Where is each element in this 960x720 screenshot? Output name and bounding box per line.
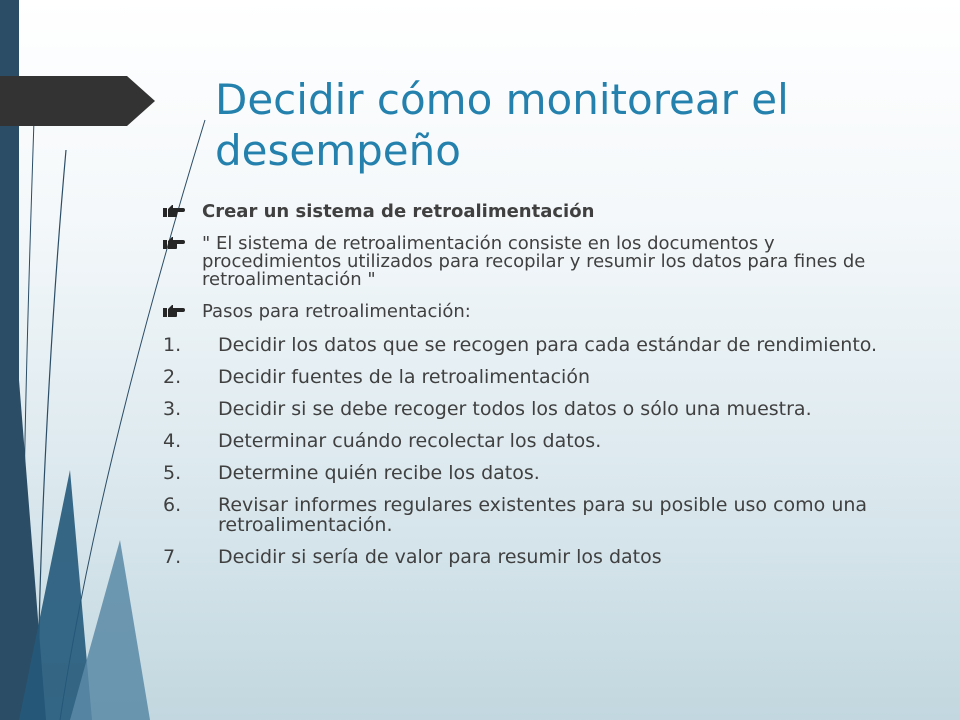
list-item-text: Decidir si se debe recoger todos los datos o sólo una muestra. xyxy=(218,398,812,420)
list-item xyxy=(163,431,883,451)
list-item-number: 1. xyxy=(163,334,182,356)
hand-pointing-right-icon xyxy=(163,235,189,253)
list-item-number: 6. xyxy=(163,494,182,516)
bullet-text: Pasos para retroalimentación: xyxy=(202,301,471,322)
list-item-number: 7. xyxy=(163,546,182,568)
slide-title: Decidir cómo monitorear el desempeño xyxy=(215,75,789,175)
bullet-text: Crear un sistema de retroalimentación xyxy=(202,201,595,222)
bullet-item xyxy=(163,203,883,221)
list-item-text: Revisar informes regulares existentes para su posible uso como una retroalimentación. xyxy=(218,494,868,536)
list-item xyxy=(163,547,883,567)
slide-body xyxy=(163,203,883,579)
list-item-number: 5. xyxy=(163,462,182,484)
list-item-text: Decidir fuentes de la retroalimentación xyxy=(218,366,591,388)
list-item xyxy=(163,335,883,355)
list-item-number: 2. xyxy=(163,366,182,388)
hand-pointing-right-icon xyxy=(163,303,189,321)
list-item xyxy=(163,367,883,387)
list-item-number: 4. xyxy=(163,430,182,452)
list-item xyxy=(163,463,883,483)
list-item-text: Determine quién recibe los datos. xyxy=(218,462,540,484)
list-item-text: Decidir los datos que se recogen para cada estándar de rendimiento. xyxy=(218,334,878,356)
list-item xyxy=(163,399,883,419)
title-tab xyxy=(0,76,155,126)
list-item-text: Decidir si sería de valor para resumir los datos xyxy=(218,546,662,568)
bullet-item xyxy=(163,235,883,289)
list-item xyxy=(163,495,883,535)
hand-pointing-right-icon xyxy=(163,203,189,221)
steps-list xyxy=(163,335,883,567)
list-item-text: Determinar cuándo recolectar los datos. xyxy=(218,430,602,452)
bullet-text: " El sistema de retroalimentación consiste en los documentos y procedimientos utilizados para recopilar y resumir los datos para fines de retroalimentación " xyxy=(202,233,866,290)
bullet-item xyxy=(163,303,883,321)
list-item-number: 3. xyxy=(163,398,182,420)
